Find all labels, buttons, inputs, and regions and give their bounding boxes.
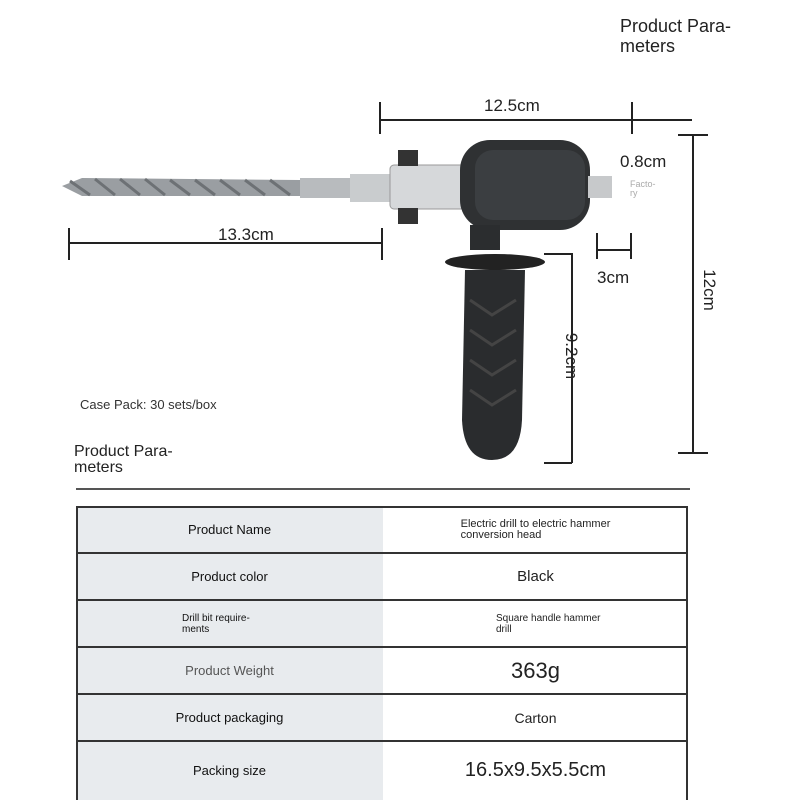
chuck [390, 150, 465, 224]
dim-label-total-width: 12.5cm [484, 96, 540, 115]
row-value: Carton [514, 709, 557, 726]
case-pack-note: Case Pack: 30 sets/box [80, 397, 217, 412]
table-row [76, 647, 688, 694]
dim-label-small: 3cm [597, 268, 630, 287]
table-rule [76, 552, 688, 554]
row-label: Packing size [76, 741, 383, 800]
dim-tick [631, 102, 633, 134]
dim-tick [544, 462, 572, 464]
row-label: Drill bit require- ments [76, 600, 383, 647]
row-label: Product color [76, 553, 383, 600]
row-value: 16.5x9.5x5.5cm [464, 759, 607, 781]
row-value: Electric drill to electric hammer conversion head [460, 517, 611, 541]
section-title: Product Para- meters [74, 443, 173, 476]
table-rule [76, 506, 78, 800]
table-rule [76, 599, 688, 601]
row-value: Square handle hammer drill [496, 612, 601, 635]
row-label: Product Weight [76, 647, 383, 694]
dim-tick [68, 228, 70, 260]
parameters-table [76, 506, 688, 800]
dim-tick [544, 253, 572, 255]
section-divider [76, 488, 690, 490]
table-rule [76, 693, 688, 695]
dim-tick [379, 102, 381, 134]
dim-label-height: 12cm [699, 269, 719, 311]
table-rule [76, 506, 688, 508]
dim-line-total-width [380, 119, 692, 121]
header-title: Product Para- meters [620, 16, 732, 56]
row-label: Product packaging [76, 694, 383, 741]
dim-tick [678, 452, 708, 454]
dim-label-handle: 9.2cm [562, 332, 582, 380]
table-row [76, 506, 688, 553]
table-row [76, 694, 688, 741]
dim-tick [678, 134, 708, 136]
tool-body [460, 140, 612, 250]
dim-tick [630, 233, 632, 259]
dim-line-small [597, 249, 631, 251]
table-rule [76, 646, 688, 648]
table-rule [76, 740, 688, 742]
drill-bit [62, 174, 390, 202]
dim-tick [381, 228, 383, 260]
factory-note: Facto- ry [630, 179, 656, 198]
table-row [76, 553, 688, 600]
table-row [76, 741, 688, 800]
dim-tick [596, 233, 598, 259]
dim-label-bit-length: 13.3cm [218, 225, 274, 244]
row-value: 363g [511, 657, 560, 683]
table-row [76, 600, 688, 647]
side-handle [445, 254, 545, 460]
row-value: Black [517, 568, 554, 585]
table-rule [686, 506, 688, 800]
row-label: Product Name [76, 506, 383, 553]
dim-line-height [692, 134, 694, 452]
dim-label-shank: 0.8cm [620, 152, 667, 171]
